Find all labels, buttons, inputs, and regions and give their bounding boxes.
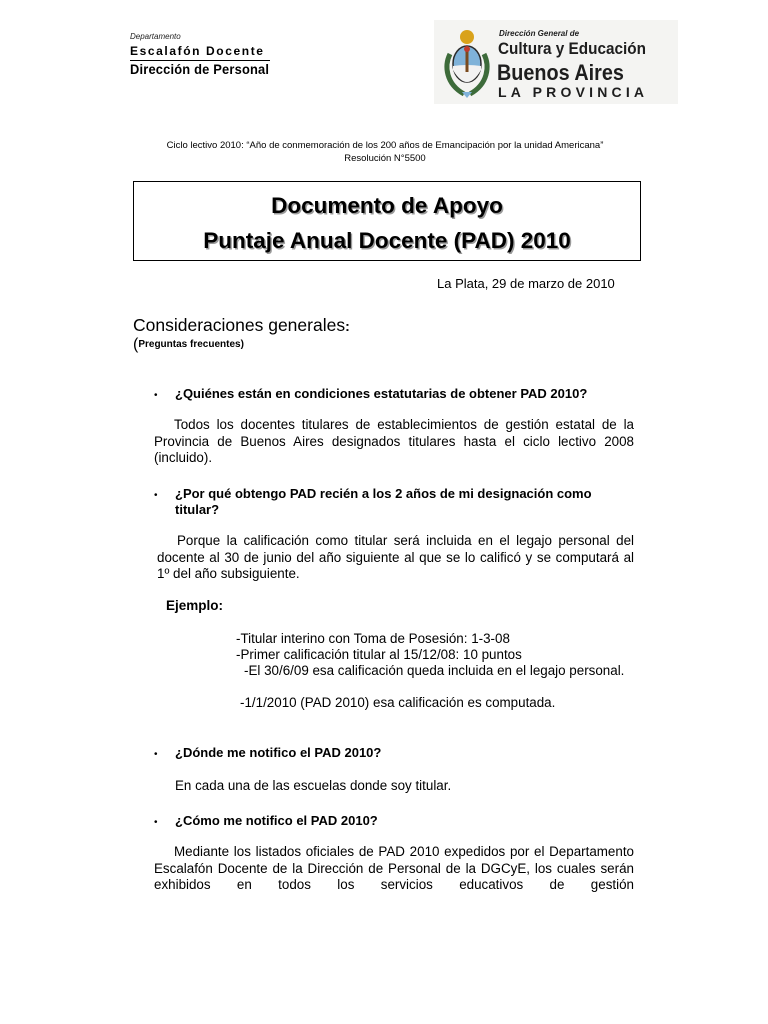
ejemplo-label: Ejemplo: — [166, 598, 224, 613]
ejemplo-line: -1/1/2010 (PAD 2010) esa calificación es computada. — [240, 695, 556, 710]
document-date: La Plata, 29 de marzo de 2010 — [437, 276, 615, 291]
paren-open: ( — [133, 336, 139, 353]
document-subtitle: Puntaje Anual Docente (PAD) 2010 — [203, 228, 571, 253]
section-heading-text: Consideraciones generales — [133, 315, 346, 335]
escalafon-docente-label: Escalafón Docente — [130, 44, 265, 58]
ejemplo-line: -Titular interino con Toma de Posesión: 1-3-08 — [236, 631, 510, 646]
section-heading — [133, 315, 350, 336]
logo-cultura-educacion: Cultura y Educación — [498, 39, 646, 58]
department-label: Departamento — [130, 32, 181, 41]
direccion-personal-label: Dirección de Personal — [130, 61, 270, 77]
faq-question: ¿Quiénes están en condiciones estatutarias de obtener PAD 2010? — [175, 386, 588, 401]
ciclo-lectivo-line: Ciclo lectivo 2010: “Año de conmemoración de los 200 años de Emancipación por la unidad Americana” — [166, 140, 604, 151]
logo-la-provincia: LA PROVINCIA — [498, 84, 649, 100]
bullet-icon: • — [154, 490, 158, 501]
resolucion-line: Resolución N°5500 — [344, 153, 426, 164]
logo-direccion-general: Dirección General de — [499, 29, 580, 38]
faq-question: ¿Dónde me notifico el PAD 2010? — [175, 745, 382, 760]
ejemplo-line: -Primer calificación titular al 15/12/08: 10 puntos — [236, 647, 522, 662]
bullet-icon: • — [154, 749, 158, 760]
faq-answer: Mediante los listados oficiales de PAD 2010 expedidos por el Departamento Escalafón Docente de la Dirección de Personal de la DGCyE, los cuales serán exhibidos en todos los servicios educativos de gestión — [154, 844, 634, 892]
document-title: Documento de Apoyo — [271, 193, 503, 218]
title-box — [133, 181, 641, 261]
faq-answer: Porque la calificación como titular será incluida en el legajo personal del docente al 30 de junio del año siguiente al que se lo calificó y se computará al 1º del año subsiguiente. — [157, 533, 634, 581]
coat-of-arms-icon — [442, 26, 492, 100]
section-subheading — [133, 336, 244, 354]
faq-answer: En cada una de las escuelas donde soy titular. — [175, 778, 452, 793]
logo-buenos-aires: Buenos Aires — [497, 60, 624, 85]
section-subheading-text: Preguntas frecuentes — [138, 339, 241, 350]
faq-question: ¿Cómo me notifico el PAD 2010? — [175, 813, 378, 828]
bullet-icon: • — [154, 817, 158, 828]
paren-close: ) — [240, 339, 244, 350]
ejemplo-line: -El 30/6/09 esa calificación queda incluida en el legajo personal. — [244, 663, 625, 678]
faq-question: ¿Por qué obtengo PAD recién a los 2 años de mi designación como titular? — [175, 486, 592, 517]
faq-answer: Todos los docentes titulares de establecimientos de gestión estatal de la Provincia de Buenos Aires designados titulares hasta el ciclo lectivo 2008 (incluido). — [154, 417, 634, 465]
bullet-icon: • — [154, 390, 158, 401]
section-heading-colon: : — [345, 318, 350, 334]
